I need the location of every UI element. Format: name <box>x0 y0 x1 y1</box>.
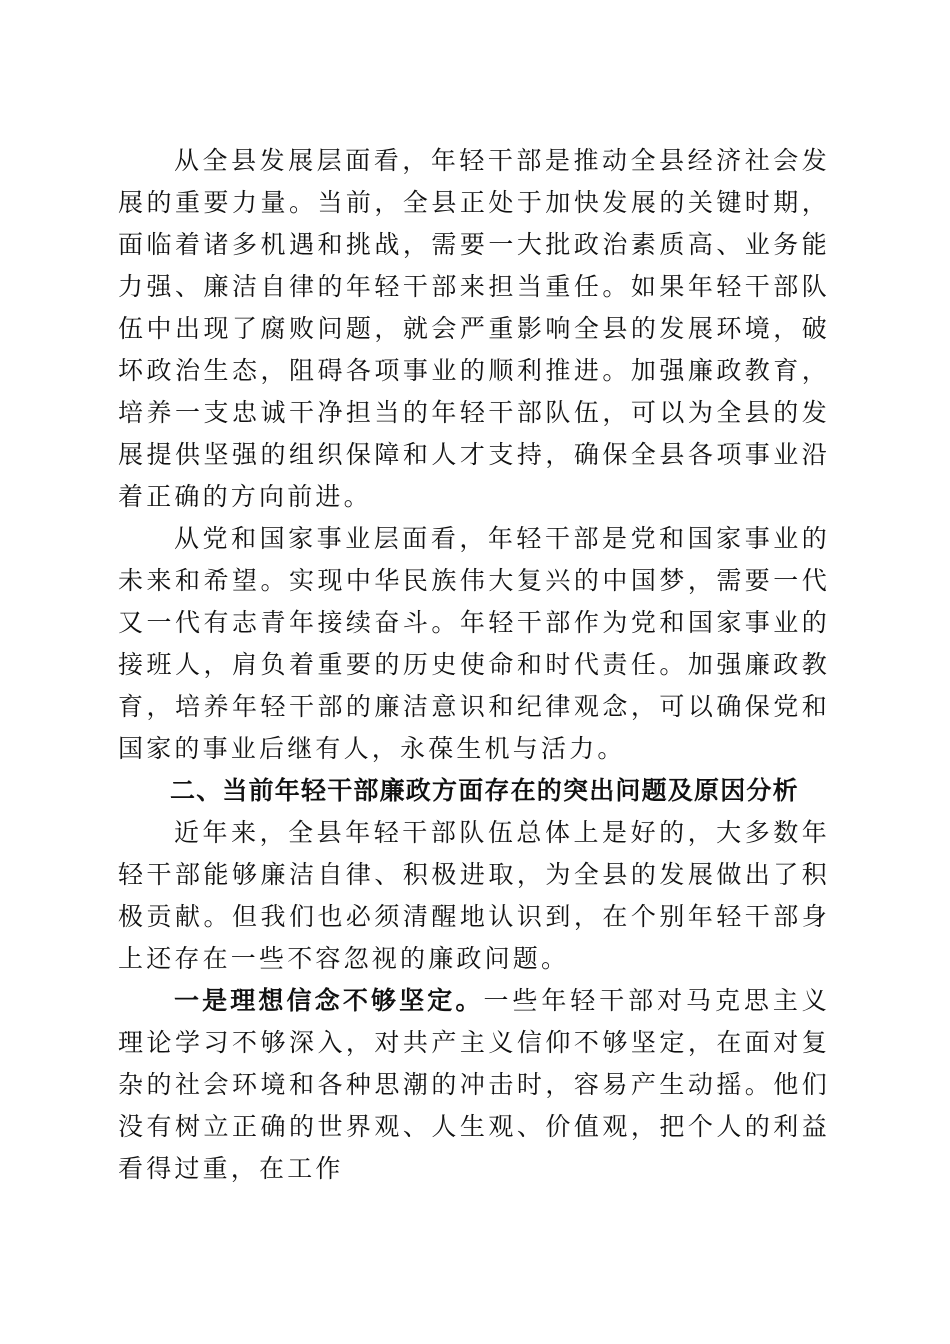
paragraph-county-development: 从全县发展层面看，年轻干部是推动全县经济社会发展的重要力量。当前，全县正处于加快发展的关键时期，面临着诸多机遇和挑战，需要一大批政治素质高、业务能力强、廉洁自律的年轻干部来担当重任。如果年轻干部队伍中出现了腐败问题，就会严重影响全县的发展环境，破坏政治生态，阻碍各项事业的顺利推进。加强廉政教育，培养一支忠诚干净担当的年轻干部队伍，可以为全县的发展提供坚强的组织保障和人才支持，确保全县各项事业沿着正确的方向前进。 <box>118 146 830 511</box>
point-one-body: 一些年轻干部对马克思主义理论学习不够深入，对共产主义信仰不够坚定，在面对复杂的社会环境和各种思潮的冲击时，容易产生动摇。他们没有树立正确的世界观、人生观、价值观，把个人的利益看得过重，在工作 <box>118 986 830 1183</box>
paragraph-point-one <box>118 980 830 1190</box>
point-one-lead: 一是理想信念不够坚定。 <box>174 986 484 1015</box>
section-heading: 二、当前年轻干部廉政方面存在的突出问题及原因分析 <box>170 776 799 805</box>
paragraph-intro: 近年来，全县年轻干部队伍总体上是好的，大多数年轻干部能够廉洁自律、积极进取，为全县的发展做出了积极贡献。但我们也必须清醒地认识到，在个别年轻干部身上还存在一些不容忽视的廉政问题。 <box>118 818 830 973</box>
paragraph-party-and-state: 从党和国家事业层面看，年轻干部是党和国家事业的未来和希望。实现中华民族伟大复兴的中国梦，需要一代又一代有志青年接续奋斗。年轻干部作为党和国家事业的接班人，肩负着重要的历史使命和时代责任。加强廉政教育，培养年轻干部的廉洁意识和纪律观念，可以确保党和国家的事业后继有人，永葆生机与活力。 <box>118 524 830 763</box>
document-body <box>118 140 830 1190</box>
